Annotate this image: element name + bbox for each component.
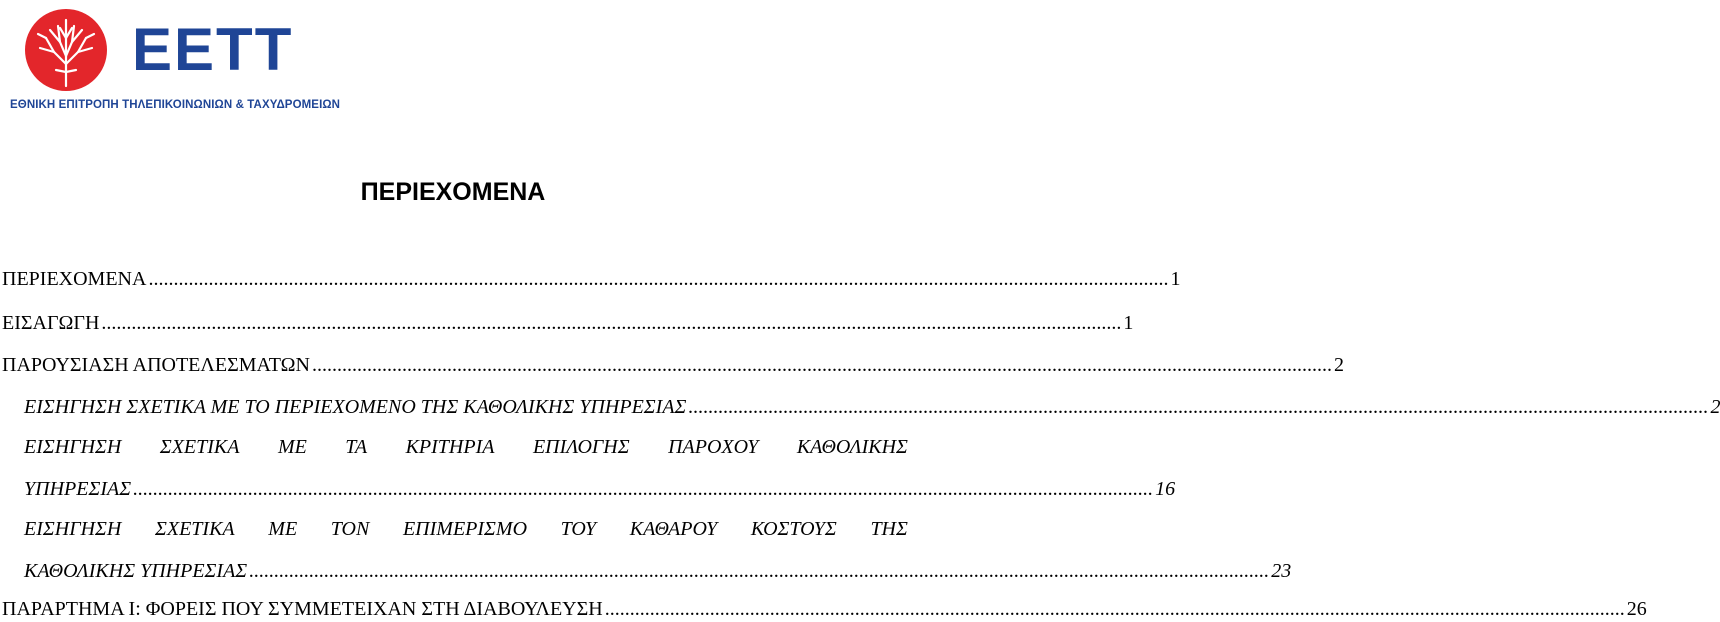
toc-leader: ............................................................................................................................................................................................................	[133, 478, 1154, 500]
toc-entry-title: ΠΕΡΙΕΧΟΜΕΝΑ	[2, 268, 147, 290]
toc-word: ΣΧΕΤΙΚΑ	[154, 518, 235, 540]
toc-entry-title: ΥΠΗΡΕΣΙΑΣ	[24, 478, 132, 500]
logo-wordmark: ΕΕΤΤ	[132, 16, 294, 83]
toc-word: ΚΡΙΤΗΡΙΑ	[405, 436, 495, 458]
toc-entry-title: ΕΙΣΗΓΗΣΗ ΣΧΕΤΙΚΑ ΜΕ ΤΟ ΠΕΡΙΕΧΟΜΕΝΟ ΤΗΣ ΚΑΘΟΛΙΚΗΣ ΥΠΗΡΕΣΙΑΣ	[24, 396, 687, 418]
toc-entry-title-line1[interactable]	[24, 518, 908, 541]
eett-logo	[10, 6, 341, 118]
toc-word: ΤΟΝ	[330, 518, 370, 540]
toc-leader: ............................................................................................................................................................................................................	[311, 354, 1332, 376]
toc-word: ΣΧΕΤΙΚΑ	[159, 436, 240, 458]
toc-entry-page: 23	[1271, 560, 1292, 582]
page-title: ΠΕΡΙΕΧΟΜΕΝΑ	[360, 178, 546, 206]
toc-leader: ............................................................................................................................................................................................................	[101, 312, 1122, 334]
toc-word: ΠΑΡΟΧΟΥ	[668, 436, 759, 458]
toc-entry-page: 2	[1710, 396, 1720, 418]
logo-subtitle: ΕΘΝΙΚΗ ΕΠΙΤΡΟΠΗ ΤΗΛΕΠΙΚΟΙΝΩΝΙΩΝ & ΤΑΧΥΔΡΟΜΕΙΩΝ	[10, 99, 341, 111]
toc-word: ΤΑ	[345, 436, 368, 458]
toc-word: ΜΕ	[277, 436, 307, 458]
toc-entry[interactable]	[24, 396, 1720, 419]
toc-word: ΕΠΙΜΕΡΙΣΜΟ	[402, 518, 528, 540]
toc-leader: ............................................................................................................................................................................................................	[249, 560, 1270, 582]
toc-entry-page: 2	[1333, 354, 1344, 376]
toc-word: ΚΑΘΑΡΟΥ	[629, 518, 718, 540]
toc-entry[interactable]	[24, 478, 1176, 501]
toc-word: ΤΗΣ	[870, 518, 908, 540]
toc-entry-page: 16	[1155, 478, 1176, 500]
toc-word: ΕΠΙΛΟΓΗΣ	[532, 436, 630, 458]
toc-entry[interactable]	[2, 268, 1181, 291]
toc-word: ΜΕ	[268, 518, 298, 540]
toc-word: ΕΙΣΗΓΗΣΗ	[24, 518, 122, 540]
toc-entry-title: ΠΑΡΟΥΣΙΑΣΗ ΑΠΟΤΕΛΕΣΜΑΤΩΝ	[2, 354, 310, 376]
toc-word: ΕΙΣΗΓΗΣΗ	[24, 436, 122, 458]
tree-logo-icon	[24, 8, 108, 92]
toc-leader: ............................................................................................................................................................................................................	[148, 268, 1169, 290]
toc-leader: ............................................................................................................................................................................................................	[604, 598, 1625, 620]
toc-word: ΚΟΣΤΟΥΣ	[750, 518, 837, 540]
toc-entry[interactable]	[2, 312, 1134, 335]
toc-entry-page: 1	[1170, 268, 1181, 290]
toc-entry-title-line1[interactable]	[24, 436, 908, 459]
toc-entry-page: 1	[1123, 312, 1134, 334]
toc-word: ΤΟΥ	[560, 518, 597, 540]
toc-entry[interactable]	[24, 560, 1292, 583]
toc-entry-title: ΠΑΡΑΡΤΗΜΑ Ι: ΦΟΡΕΙΣ ΠΟΥ ΣΥΜΜΕΤΕΙΧΑΝ ΣΤΗ ΔΙΑΒΟΥΛΕΥΣΗ	[2, 598, 603, 620]
toc-entry[interactable]	[2, 354, 1344, 377]
toc-leader: ............................................................................................................................................................................................................	[688, 396, 1709, 418]
toc-entry-page: 26	[1626, 598, 1647, 620]
toc-word: ΚΑΘΟΛΙΚΗΣ	[796, 436, 908, 458]
toc-entry[interactable]	[2, 598, 1647, 621]
toc-entry-title: ΚΑΘΟΛΙΚΗΣ ΥΠΗΡΕΣΙΑΣ	[24, 560, 248, 582]
toc-entry-title: ΕΙΣΑΓΩΓΗ	[2, 312, 100, 334]
